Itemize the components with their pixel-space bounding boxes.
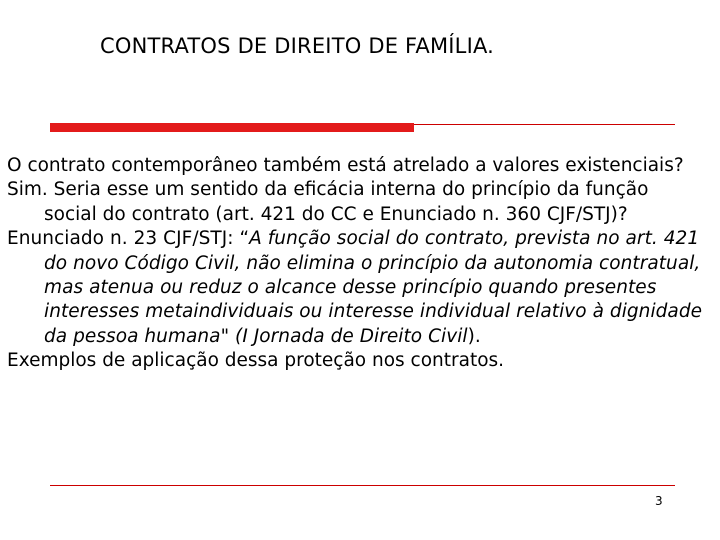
footer-divider bbox=[50, 485, 675, 486]
paragraph-question: O contrato contemporâneo também está atrelado a valores existenciais? bbox=[7, 155, 684, 176]
paragraph-enunciado bbox=[7, 227, 707, 349]
slide-title: CONTRATOS DE DIREITO DE FAMÍLIA. bbox=[100, 34, 495, 58]
page-number: 3 bbox=[655, 494, 663, 508]
paragraph-answer: Sim. Seria esse um sentido da eficácia interna do princípio da função social do contrato (art. 421 do CC e Enunciado n. 360 CJF/STJ)? bbox=[7, 179, 649, 225]
enunciado-lead: Enunciado n. 23 CJF/STJ: “ bbox=[7, 228, 250, 250]
paragraph-examples: Exemplos de aplicação dessa proteção nos contratos. bbox=[7, 350, 505, 372]
enunciado-quote: A função social do contrato, prevista no art. 421 do novo Código Civil, não elimina o princípio da autonomia contratual, mas atenua ou reduz o alcance desse princípio quando presentes interesses metaindividuais ou interesse individual relativo à dignidade da pessoa humana" (I Jornada de Direito Civil bbox=[44, 228, 703, 347]
title-divider-accent bbox=[50, 123, 414, 132]
enunciado-tail: ). bbox=[467, 325, 481, 347]
slide-body bbox=[7, 154, 707, 374]
